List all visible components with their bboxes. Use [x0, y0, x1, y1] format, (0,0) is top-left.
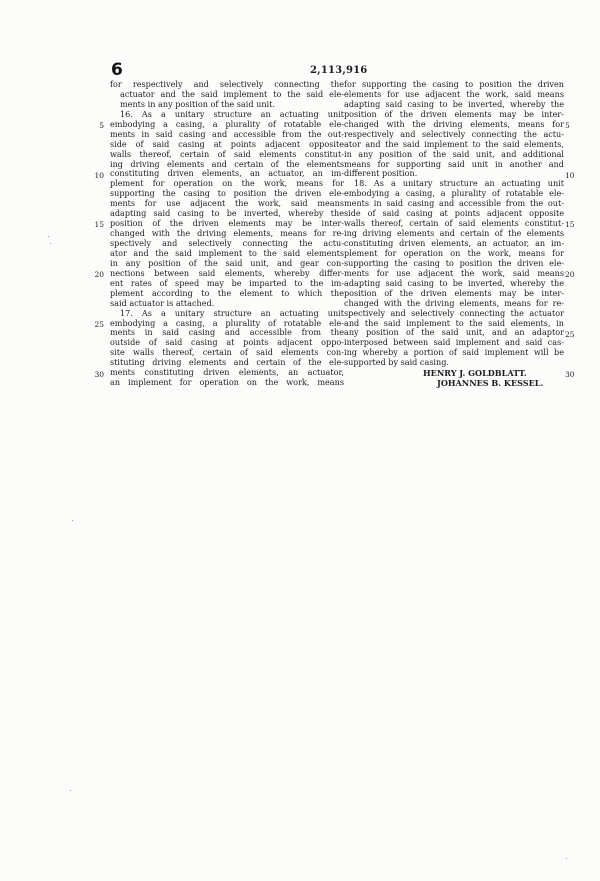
text-line: walls thereof, certain of said elements constitut- — [344, 219, 564, 229]
text-line: plement for operation on the work, means for — [344, 248, 564, 258]
text-line: said actuator is attached. — [110, 298, 215, 308]
text-line: ator and the said implement to the said elements, — [344, 139, 564, 149]
text-line: side of said casing at points adjacent opposite — [344, 209, 564, 219]
text-line: position of the driven elements may be inter- — [110, 219, 344, 229]
left-column — [110, 80, 344, 388]
text-line: outside of said casing at points adjacent oppo- — [110, 338, 344, 348]
text-line: adapting said casing to be inverted, whereby the — [344, 278, 564, 288]
line-number-right: 10 — [565, 170, 575, 180]
text-line: plement for operation on the work, means for — [110, 179, 344, 189]
text-line: site walls thereof, certain of said elements con- — [110, 348, 344, 358]
text-line: actuator and the said implement to the said ele- — [120, 89, 344, 99]
text-line: embodying a casing, a plurality of rotatable ele- — [110, 119, 344, 129]
line-number-left: 15 — [94, 220, 104, 230]
text-line: ments in said casing and accessible from the out- — [110, 129, 344, 139]
text-line: in any position of the said unit, and gear con- — [110, 258, 344, 268]
text-line: changed with the driving elements, means for — [344, 119, 564, 129]
line-number-right: 30 — [565, 369, 575, 379]
text-line: ments in said casing and accessible from the out- — [344, 199, 564, 209]
scan-speck — [50, 243, 51, 244]
text-line: changed with the driving elements, means for re- — [344, 298, 564, 308]
text-line: ments for use adjacent the work, said means — [110, 199, 344, 209]
text-line: 17. As a unitary structure an actuating unit — [120, 308, 344, 318]
text-line: ent rates of speed may be imparted to the im- — [110, 278, 344, 288]
text-line: ments for use adjacent the work, said means — [344, 268, 564, 278]
signature-first-inventor: HENRY J. GOLDBLATT. — [423, 368, 527, 378]
line-number-left: 25 — [94, 319, 104, 329]
line-number-left: 30 — [94, 369, 104, 379]
text-line: adapting said casing to be inverted, whereby the — [110, 209, 344, 219]
line-number-right: 15 — [565, 220, 575, 230]
scan-speck — [566, 858, 567, 859]
text-line: supporting the casing to position the driven ele- — [344, 258, 564, 268]
signature-second-inventor: JOHANNES B. KESSEL. — [437, 378, 544, 388]
text-line: position of the driven elements may be inter- — [344, 109, 564, 119]
text-line: different position. — [344, 169, 418, 179]
text-line: and the said implement to the said elements, in — [344, 318, 564, 328]
scan-speck — [48, 236, 49, 237]
signature-block — [423, 368, 543, 388]
text-line: constituting driven elements, an actuator, an im- — [110, 169, 344, 179]
page-number: 6 — [111, 60, 123, 80]
text-line: 18. As a unitary structure an actuating unit — [354, 179, 564, 189]
text-line: stituting driving elements and certain of the ele- — [110, 358, 344, 368]
text-line: in any position of the said unit, and additional — [344, 149, 564, 159]
text-line: plement according to the element to which the — [110, 288, 344, 298]
text-line: for respectively and selectively connecting the — [110, 80, 344, 89]
text-line: an implement for operation on the work, means — [110, 378, 344, 388]
text-line: ments in any position of the said unit. — [120, 99, 275, 109]
line-number-left: 10 — [94, 170, 104, 180]
text-line: ing whereby a portion of said implement will be — [344, 348, 564, 358]
line-number-right: 20 — [565, 270, 575, 280]
right-column — [344, 80, 564, 368]
text-line: embodying a casing, a plurality of rotatable ele- — [110, 318, 344, 328]
text-line: supporting the casing to position the driven ele- — [110, 189, 344, 199]
text-line: 16. As a unitary structure an actuating unit — [120, 109, 344, 119]
text-line: adapting said casing to be inverted, whereby the — [344, 99, 564, 109]
text-line: side of said casing at points adjacent opposite — [110, 139, 344, 149]
text-line: any position of the said unit, and an adaptor — [344, 328, 564, 338]
text-line: constituting driven elements, an actuator, an im- — [344, 239, 564, 248]
text-line: ing driving elements and certain of the elements — [110, 159, 344, 169]
text-line: walls thereof, certain of said elements constitut- — [110, 149, 344, 159]
scan-speck — [72, 520, 73, 521]
text-line: spectively and selectively connecting the actuator — [344, 308, 564, 318]
text-line: spectively and selectively connecting the actu- — [110, 239, 344, 248]
text-line: for supporting the casing to position the driven — [344, 80, 564, 89]
line-number-left: 5 — [99, 120, 104, 130]
text-line: respectively and selectively connecting the actu- — [344, 129, 564, 139]
text-line: ments in said casing and accessible from the — [110, 328, 344, 338]
text-line: ments constituting driven elements, an actuator, — [110, 368, 344, 378]
scan-speck — [70, 790, 71, 791]
line-number-left: 20 — [94, 270, 104, 280]
text-line: nections between said elements, whereby differ- — [110, 268, 344, 278]
text-line: ing driving elements and certain of the elements — [344, 229, 564, 239]
text-line: elements for use adjacent the work, said means — [344, 89, 564, 99]
text-line: embodying a casing, a plurality of rotatable ele- — [344, 189, 564, 199]
text-line: interposed between said implement and said cas- — [344, 338, 564, 348]
text-line: ator and the said implement to the said elements — [110, 248, 344, 258]
line-number-right: 5 — [565, 120, 570, 130]
text-line: changed with the driving elements, means for re- — [110, 229, 344, 239]
line-number-right: 25 — [565, 329, 575, 339]
text-line: means for supporting said unit in another and — [344, 159, 564, 169]
text-line: supported by said casing. — [344, 358, 449, 368]
patent-number: 2,113,916 — [310, 65, 368, 76]
text-line: position of the driven elements may be inter- — [344, 288, 564, 298]
